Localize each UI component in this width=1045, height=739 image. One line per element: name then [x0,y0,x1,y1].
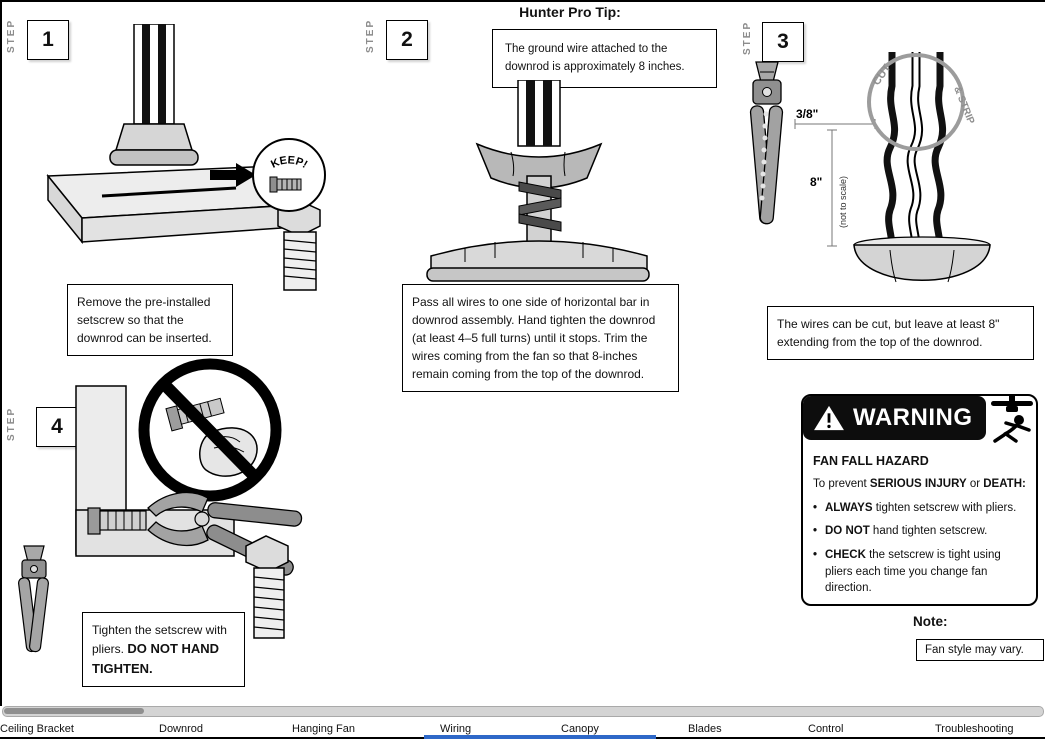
pro-tip-box: The ground wire attached to the downrod is approximately 8 inches. [492,29,717,88]
step1-illustration [38,24,338,292]
no-hand-tighten-icon [144,364,276,496]
scale-note-label: (not to scale) [838,175,848,229]
step1-figure [38,24,338,297]
fan-fall-icon [989,394,1035,446]
warning-body [803,448,1036,603]
downrod-icon [518,80,560,146]
nav-tab-troubleshooting[interactable]: Troubleshooting [935,723,1014,735]
wire-stripper-icon [750,62,783,224]
step1-label: STEP [6,18,17,54]
step3-label: STEP [742,20,753,56]
nav-tab-blades[interactable]: Blades [688,723,722,735]
wrapped-wire-icon [519,182,561,231]
step2-number: 2 [386,20,428,60]
nav-tab-ceiling-bracket[interactable]: Ceiling Bracket [0,723,74,735]
warning-box [801,394,1038,606]
warning-hazard-heading: FAN FALL HAZARD [813,454,929,468]
measure-3-8-label: 3/8" [796,107,819,121]
nav-tab-downrod[interactable]: Downrod [159,723,204,735]
hex-bolt-icon [246,536,288,638]
cut-label: CUT [870,62,894,88]
step3-number: 3 [762,22,804,62]
pro-tip-heading: Hunter Pro Tip: [519,4,621,20]
step2-label: STEP [365,18,376,54]
step4-caption: Tighten the setscrew with pliers. DO NOT HAND TIGHTEN. [82,612,245,687]
nav-tab-control[interactable]: Control [808,723,844,735]
step3-caption: The wires can be cut, but leave at least 8" extending from the top of the downrod. [767,306,1034,360]
step1-number: 1 [27,20,69,60]
scrollbar-thumb[interactable] [4,708,144,714]
downrod-ball-icon [854,237,990,282]
step4-label: STEP [6,406,17,442]
warning-bullet: • ALWAYS tighten setscrew with pliers. [813,500,1026,517]
step3-illustration [740,52,1040,307]
hex-bolt-icon [278,200,320,290]
keep-label: KEEP! [269,154,310,171]
setscrew-icon [88,508,146,534]
note-label: Note: [913,614,948,629]
step1-caption: Remove the pre-installed setscrew so that the downrod can be inserted. [67,284,233,356]
warning-triangle-icon [813,404,845,432]
warning-title: WARNING [853,404,973,431]
step2-caption: Pass all wires to one side of horizontal bar in downrod assembly. Hand tighten the downrod (at least 4–5 full turns) until it stops. Trim the wires coming from the fan so that 8-inches remain coming from the top of the downrod. [402,284,679,392]
horizontal-scrollbar[interactable] [2,706,1044,717]
step3-figure [740,52,1040,312]
warning-intro: To prevent SERIOUS INJURY or DEATH: [813,478,1026,491]
step2-figure [415,80,670,290]
note-box: Fan style may vary. [916,639,1044,661]
nav-tab-hanging-fan[interactable]: Hanging Fan [292,723,355,735]
nav-tab-wiring[interactable]: Wiring [440,723,472,735]
step4-number: 4 [36,407,78,447]
downrod-icon [134,24,174,124]
step2-illustration [415,80,670,285]
left-border [0,0,2,706]
warning-bullet: • CHECK the setscrew is tight using pliers each time you change fan direction. [813,547,1026,597]
warning-bullet: • DO NOT hand tighten setscrew. [813,523,1026,540]
canopy-icon [431,241,647,270]
nav-tab-canopy[interactable]: Canopy [561,723,599,735]
measure-8-label: 8" [810,175,823,189]
small-pliers-icon [18,546,49,652]
top-border [0,0,1045,2]
keep-callout [253,139,325,211]
bottom-accent-bar [424,735,656,739]
warning-header [803,396,986,440]
strip-label: & STRIP [951,85,977,126]
